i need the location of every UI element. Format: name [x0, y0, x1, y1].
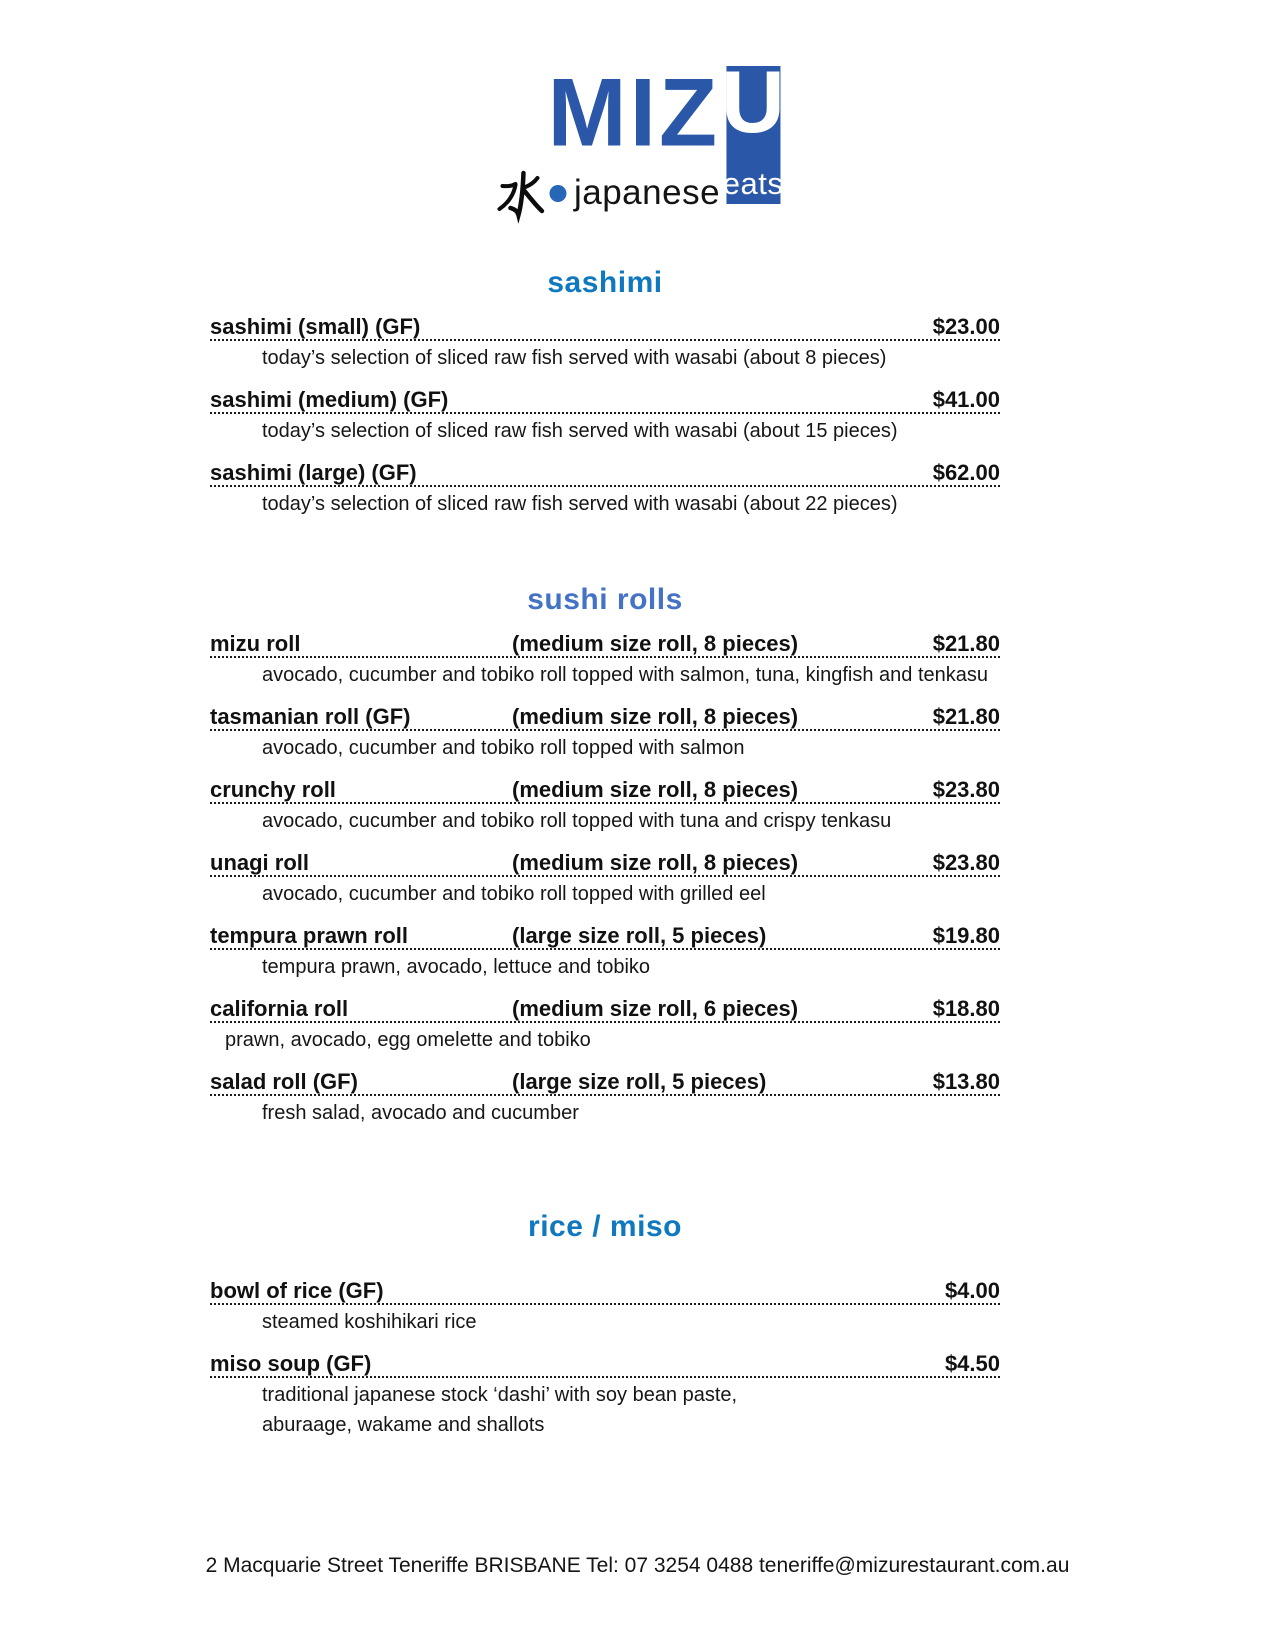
menu-item [210, 310, 1000, 371]
menu-item [210, 627, 1000, 688]
logo-tagline: japanese [573, 173, 721, 212]
restaurant-logo [495, 52, 785, 219]
menu-item [210, 456, 1000, 517]
item-price: $23.80 [932, 849, 1000, 875]
item-description: avocado, cucumber and tobiko roll topped with grilled eel [262, 883, 766, 905]
menu-section [210, 583, 1000, 1126]
menu-item [210, 1347, 1000, 1438]
item-description: avocado, cucumber and tobiko roll topped with salmon [262, 737, 745, 759]
item-size-note: (medium size roll, 6 pieces) [512, 995, 799, 1021]
item-size-note: (medium size roll, 8 pieces) [512, 776, 799, 802]
menu-item-row [210, 1347, 1000, 1378]
item-name: unagi roll [210, 849, 309, 875]
item-name: tempura prawn roll [210, 922, 409, 948]
menu-item-row [210, 310, 1000, 341]
item-description: steamed koshihikari rice [262, 1311, 477, 1333]
item-price: $4.00 [944, 1277, 1000, 1303]
item-price: $21.80 [932, 703, 1000, 729]
item-description: today’s selection of sliced raw fish served with wasabi (about 8 pieces) [262, 347, 887, 369]
section-title: sashimi [547, 266, 663, 299]
item-description: fresh salad, avocado and cucumber [262, 1102, 579, 1124]
menu-sections [210, 266, 1000, 1450]
item-description: traditional japanese stock ‘dashi’ with soy bean paste, [262, 1384, 738, 1406]
logo-blue-box [721, 52, 785, 204]
item-price: $41.00 [932, 386, 1000, 412]
menu-item [210, 383, 1000, 444]
item-description: avocado, cucumber and tobiko roll topped with salmon, tuna, kingfish and tenkasu [262, 664, 988, 686]
item-description: today’s selection of sliced raw fish served with wasabi (about 15 pieces) [262, 420, 898, 442]
menu-item [210, 700, 1000, 761]
logo-dot-icon [549, 185, 566, 202]
item-size-note: (medium size roll, 8 pieces) [512, 703, 799, 729]
menu-item-row [210, 700, 1000, 731]
menu-item [210, 1065, 1000, 1126]
menu-section [210, 266, 1000, 517]
menu-section [210, 1210, 1000, 1438]
section-title: rice / miso [528, 1210, 682, 1243]
logo-boxed-letter: U [721, 52, 785, 151]
item-description: today’s selection of sliced raw fish served with wasabi (about 22 pieces) [262, 493, 898, 515]
section-title: sushi rolls [527, 583, 683, 616]
logo-tagline-row [495, 167, 720, 219]
menu-item-row [210, 992, 1000, 1023]
menu-item [210, 846, 1000, 907]
item-description: avocado, cucumber and tobiko roll topped with tuna and crispy tenkasu [262, 810, 892, 832]
menu-item [210, 919, 1000, 980]
item-name: sashimi (small) (GF) [210, 313, 421, 339]
logo-left [495, 58, 721, 219]
menu-item-row [210, 383, 1000, 414]
item-description: tempura prawn, avocado, lettuce and tobiko [262, 956, 651, 978]
item-name: miso soup (GF) [210, 1350, 372, 1376]
item-size-note: (medium size roll, 8 pieces) [512, 630, 799, 656]
item-size-note: (large size roll, 5 pieces) [512, 922, 767, 948]
item-name: sashimi (medium) (GF) [210, 386, 449, 412]
item-price: $23.80 [932, 776, 1000, 802]
menu-item-row [210, 919, 1000, 950]
item-name: crunchy roll [210, 776, 336, 802]
menu-item [210, 1274, 1000, 1335]
item-price: $19.80 [932, 922, 1000, 948]
item-name: salad roll (GF) [210, 1068, 358, 1094]
menu-item-row [210, 773, 1000, 804]
menu-item-row [210, 1274, 1000, 1305]
logo-boxed-tagline: eats [722, 166, 784, 201]
menu-item-row [210, 846, 1000, 877]
item-description: aburaage, wakame and shallots [262, 1414, 545, 1436]
menu-item-row [210, 1065, 1000, 1096]
kanji-water-icon [495, 167, 545, 225]
menu-item-row [210, 456, 1000, 487]
item-price: $21.80 [932, 630, 1000, 656]
item-price: $13.80 [932, 1068, 1000, 1094]
item-name: sashimi (large) (GF) [210, 459, 417, 485]
item-price: $62.00 [932, 459, 1000, 485]
item-name: california roll [210, 995, 349, 1021]
footer-contact-line: 2 Macquarie Street Teneriffe BRISBANE Tel: 07 3254 0488 teneriffe@mizurestaurant.com.au [205, 1554, 1070, 1577]
menu-item [210, 773, 1000, 834]
item-price: $4.50 [944, 1350, 1000, 1376]
item-name: tasmanian roll (GF) [210, 703, 411, 729]
item-name: bowl of rice (GF) [210, 1277, 384, 1303]
menu-item-row [210, 627, 1000, 658]
logo-wordmark: MIZ [547, 58, 721, 168]
item-size-note: (medium size roll, 8 pieces) [512, 849, 799, 875]
item-name: mizu roll [210, 630, 301, 656]
item-size-note: (large size roll, 5 pieces) [512, 1068, 767, 1094]
item-price: $23.00 [932, 313, 1000, 339]
menu-item [210, 992, 1000, 1053]
item-price: $18.80 [932, 995, 1000, 1021]
item-description: prawn, avocado, egg omelette and tobiko [225, 1029, 591, 1051]
